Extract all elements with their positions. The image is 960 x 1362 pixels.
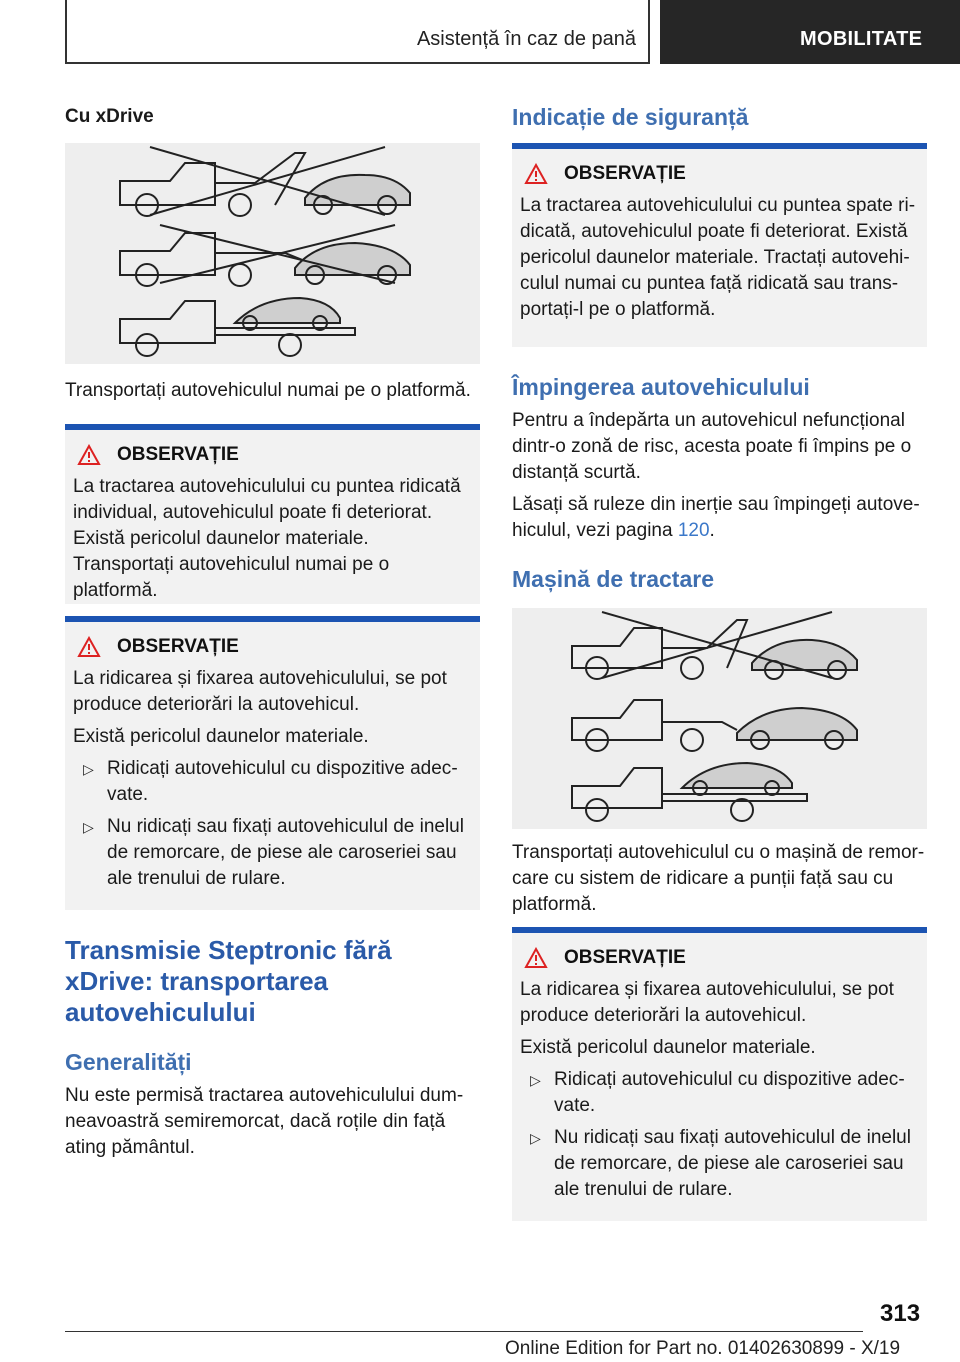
notice-title-2: OBSERVAȚIE xyxy=(73,636,472,658)
list-item: ▷ Nu ridicați sau fixați autovehiculul de inelul de remorcare, de piese ale caroseriei sau ale trenului de rulare. xyxy=(520,1125,919,1203)
page-number: 313 xyxy=(880,1300,921,1327)
list-item: ▷ Ridicați autovehiculul cu dispozitive adecvate. xyxy=(520,1067,919,1119)
notice-title-1: OBSERVAȚIE xyxy=(73,444,472,466)
triangle-bullet-icon: ▷ xyxy=(530,1130,541,1146)
warning-icon xyxy=(77,444,101,466)
section-title-steptronic: Transmisie Steptronic fără xDrive: transportarea autovehiculului xyxy=(65,935,392,1027)
notice-box-4 xyxy=(512,927,927,1221)
tow-truck-illustration xyxy=(512,608,927,829)
footer-divider xyxy=(65,1331,863,1332)
triangle-bullet-icon: ▷ xyxy=(530,1072,541,1088)
page-link[interactable]: 120 xyxy=(677,520,710,541)
edition-text: Online Edition for Part no. 01402630899 - X/19 xyxy=(505,1338,901,1359)
warning-icon xyxy=(524,163,548,185)
header-chapter-box xyxy=(660,0,960,64)
header-section-title: Asistență în caz de pană xyxy=(416,28,636,50)
notice-text-4a: La ridicarea și fixarea autovehiculului, se pot produce deteriorări la autovehicul. xyxy=(520,979,894,1026)
tow-truck-title: Mașină de tractare xyxy=(512,566,714,592)
header-chapter-title: MOBILITATE xyxy=(800,28,923,50)
notice-box-3 xyxy=(512,143,927,347)
notice-text-1: La tractarea autovehiculului cu puntea ridicată individual, autovehiculul poate fi deteriorat. Există pericolul daunelor materiale. Transportați autovehiculul numai pe o platformă. xyxy=(73,476,461,601)
safety-title: Indicație de siguranță xyxy=(512,104,749,130)
warning-icon xyxy=(524,947,548,969)
general-text: Nu este permisă tractarea autovehiculului dumneavoastră semiremorcat, dacă roțile din față ating pământul. xyxy=(65,1085,464,1158)
notice-text-3: La tractarea autovehiculului cu puntea spate ridicată, autovehiculul poate fi deteriorat. Există pericolul daunelor materiale. Tractați autovehiculul numai cu puntea față ridicată sau transportați-l pe o platformă. xyxy=(520,195,916,320)
notice-box-1 xyxy=(65,424,480,604)
subsection-title-general: Generalități xyxy=(65,1049,192,1075)
list-item: ▷ Ridicați autovehiculul cu dispozitive adecvate. xyxy=(73,756,472,808)
notice-title-4: OBSERVAȚIE xyxy=(520,947,919,969)
push-text-2: Lăsați să ruleze din inerție sau împingeți autovehiculul, vezi pagina 120. xyxy=(512,494,920,541)
tow-truck-caption: Transportați autovehiculul cu o mașină de remorcare cu sistem de ridicare a punții față sau cu platformă. xyxy=(512,842,925,915)
triangle-bullet-icon: ▷ xyxy=(83,761,94,777)
notice-title-3: OBSERVAȚIE xyxy=(520,163,919,185)
towing-illustration xyxy=(65,143,480,364)
tow-truck-figure xyxy=(512,608,927,829)
notice-text-4b: Există pericolul daunelor materiale. xyxy=(520,1037,816,1058)
notice-box-2 xyxy=(65,616,480,910)
figure-caption-xdrive: Transportați autovehiculul numai pe o platformă. xyxy=(65,380,471,401)
towing-figure-xdrive xyxy=(65,143,480,364)
notice-text-2b: Există pericolul daunelor materiale. xyxy=(73,726,369,747)
subhead-xdrive: Cu xDrive xyxy=(65,106,154,127)
header-section-box xyxy=(65,0,650,64)
push-title: Împingerea autovehiculului xyxy=(512,374,810,400)
triangle-bullet-icon: ▷ xyxy=(83,819,94,835)
warning-icon xyxy=(77,636,101,658)
notice-text-2a: La ridicarea și fixarea autovehiculului, se pot produce deteriorări la autovehicul. xyxy=(73,668,447,715)
list-item: ▷ Nu ridicați sau fixați autovehiculul de inelul de remorcare, de piese ale caroseriei sau ale trenului de rulare. xyxy=(73,814,472,892)
push-text-1: Pentru a îndepărta un autovehicul nefuncțional dintr-o zonă de risc, acesta poate fi împins pe o distanță scurtă. xyxy=(512,410,912,483)
